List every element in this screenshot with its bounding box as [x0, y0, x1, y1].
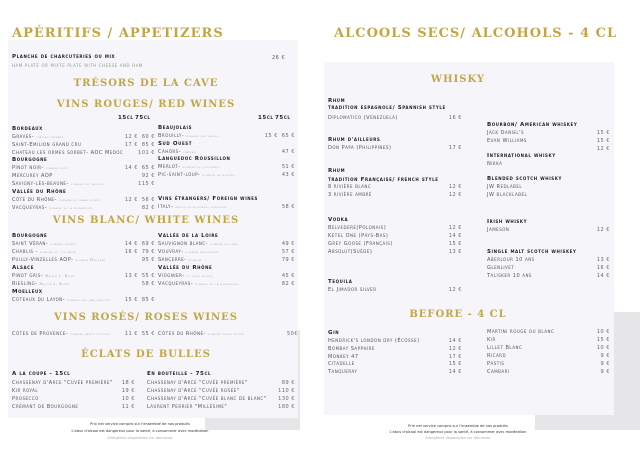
footnote: Allergènes disponibles sur demande — [425, 436, 491, 440]
planche-price: 26 € — [272, 55, 286, 61]
whisky-title: WHISKY — [430, 74, 486, 85]
section-heading: Languedoc Roussillon — [158, 156, 231, 162]
menu-item — [487, 184, 522, 191]
price: 16 € — [448, 115, 462, 121]
item-name: Hendrick's london dry (Écosse) — [328, 338, 420, 344]
section-heading: Rhum d'ailleurs — [328, 137, 381, 143]
item-name: Chateau les ormes sorbet- AOC Medoc — [12, 150, 124, 156]
item-producer: domaine de la monardière — [49, 206, 93, 210]
item-name: Pinot gris- — [12, 273, 44, 279]
price: 12 € — [596, 146, 610, 152]
item-name: Talisker 10 ans — [487, 273, 532, 279]
item-producer: Maison L. Beyer — [39, 282, 70, 286]
menu-item — [158, 273, 295, 280]
menu-item — [147, 404, 295, 411]
item-name: Cambari — [487, 369, 510, 375]
section-heading: Vallée de la Loire — [158, 233, 219, 239]
price: 17 € — [448, 354, 462, 360]
price-15cl: 12 € — [124, 134, 138, 140]
section-heading: International whisky — [487, 153, 556, 159]
menu-item — [158, 172, 295, 179]
item-name: Grey Goose (Français) — [328, 241, 393, 247]
item-name: Pic-saint-loup- — [158, 172, 201, 178]
alcohols-title: ALCOOLS SECS/ ALCOHOLS - 4 CL — [334, 26, 618, 41]
item-producer: domaine des sablonnettes — [67, 298, 111, 302]
item-producer: Maison L. Beyer — [45, 274, 75, 278]
menu-item — [12, 297, 155, 304]
menu-item — [328, 361, 462, 368]
menu-item — [158, 204, 295, 211]
price: 13 € — [448, 249, 462, 255]
menu-item — [158, 149, 295, 156]
section-heading: Alsace — [12, 265, 35, 271]
price: 47 € — [281, 149, 295, 155]
price: 19 € — [121, 388, 135, 394]
menu-item — [487, 227, 610, 234]
item-producer: château — [183, 150, 196, 154]
price-15cl: 14 € — [124, 165, 138, 171]
item-producer: domaine de jonquieres — [182, 165, 221, 169]
item-name: Glenlivet — [487, 265, 515, 271]
item-producer: domaine du colombier — [39, 250, 77, 254]
price: 180 € — [278, 404, 295, 410]
menu-item — [487, 257, 610, 264]
item-name: Jack Daniel's — [487, 130, 525, 136]
item-name: Don Papa (Philippines) — [328, 145, 392, 151]
item-name: Chassenay d'Arce "Cuvée blanc de blanc" — [147, 396, 267, 402]
menu-item — [328, 338, 462, 345]
price-15cl: 13 € — [124, 273, 138, 279]
item-name: Vouvray- — [158, 249, 184, 255]
item-name: Puilly-Vinzelles AOP- — [12, 257, 74, 263]
item-name: Absolut(Suède) — [328, 249, 373, 255]
price: 13 € — [596, 257, 610, 263]
section-heading: Vallée du Rhône — [12, 189, 67, 195]
menu-item — [328, 346, 462, 353]
menu-item — [12, 249, 155, 256]
section-heading: Irish whisky — [487, 219, 528, 225]
item-name: Coteaux du Layon- — [12, 297, 66, 303]
price: 110 € — [278, 388, 295, 394]
white-wines-title: VINS BLANC/ WHITE WINES — [52, 215, 240, 226]
price: 18 € — [121, 380, 135, 386]
menu-item — [328, 369, 462, 376]
menu-item — [12, 404, 135, 411]
menu-item — [487, 265, 610, 272]
price: 55 € — [141, 331, 155, 337]
menu-item — [328, 145, 462, 152]
price: 16 € — [596, 265, 610, 271]
price: 15 € — [596, 337, 610, 343]
price: 14 € — [448, 233, 462, 239]
menu-item — [12, 281, 155, 288]
item-name: El Jimador silver — [328, 287, 377, 293]
item-name: Bombay Sapphire — [328, 346, 375, 352]
menu-item — [328, 287, 462, 294]
item-name: Vacqueyras- — [12, 205, 48, 211]
price: 58 € — [281, 204, 295, 210]
item-name: Ketel One (Pays-Bas) — [328, 233, 389, 239]
item-name: Riesling- — [12, 281, 38, 287]
appetizers-title: APÉRITIFS / APPETIZERS — [12, 26, 224, 41]
section-heading: Sud Ouest — [158, 141, 193, 147]
col-header-15cl: 15cl — [258, 115, 274, 121]
menu-item — [487, 345, 610, 352]
menu-item — [328, 241, 462, 248]
item-name: Chassenay d'Arce "Cuvée première" — [147, 380, 248, 386]
menu-item — [487, 192, 527, 199]
section-heading: Tequila — [328, 279, 353, 285]
section-heading: Gin — [328, 330, 340, 336]
menu-item — [12, 134, 155, 141]
price: 95 € — [141, 257, 155, 263]
price: 82 € — [141, 205, 155, 211]
item-producer: domaine de la monardière — [195, 282, 239, 286]
section-heading: tradition espagnole/ Spannish style — [328, 105, 446, 111]
item-name: JW Redlabel — [487, 184, 523, 190]
menu-item — [12, 388, 135, 395]
menu-item — [12, 181, 155, 188]
item-producer: domaine de mortiès — [202, 173, 235, 177]
menu-item — [487, 369, 610, 376]
section-heading: Rhum — [328, 168, 346, 174]
price: 15 € — [448, 361, 462, 367]
item-name: Vacqueyras- — [158, 281, 194, 287]
red-wines-title: VINS ROUGES/ RED WINES — [56, 99, 236, 110]
section-heading: A la coupe - 15cl — [12, 371, 71, 377]
menu-item — [12, 241, 155, 248]
section-heading: Blended scotch whisky — [487, 176, 562, 182]
item-name: Monkey 47 — [328, 354, 359, 360]
section-heading: Bourgogne — [12, 157, 48, 163]
price: 12 € — [596, 227, 610, 233]
item-name: Jameson — [487, 227, 510, 233]
item-producer: domaine — [188, 258, 202, 262]
item-name: Crémant de Bourgogne — [12, 404, 79, 410]
price-15cl: 16 € — [124, 249, 138, 255]
price: 9 € — [600, 369, 610, 375]
price: 55 € — [141, 273, 155, 279]
section-heading: Vallée du Rhône — [158, 265, 213, 271]
price: 12 € — [448, 225, 462, 231]
price: 12 € — [448, 287, 462, 293]
price: 65 € — [141, 165, 155, 171]
item-name: Chassenay d'Arce "Cuvée première" — [12, 380, 113, 386]
col-header-75cl: 75cl — [275, 115, 291, 121]
menu-item — [147, 380, 295, 387]
price: 50€ — [286, 331, 298, 337]
section-heading: tradition Française/ french style — [328, 177, 439, 183]
menu-item — [12, 380, 135, 387]
item-name: Saint Véran- — [12, 241, 49, 247]
price: 85 € — [141, 142, 155, 148]
price: 15 € — [596, 138, 610, 144]
item-producer: le vieux moulin — [186, 274, 213, 278]
price: 12 € — [448, 346, 462, 352]
item-name: Chablis - — [12, 249, 38, 255]
menu-item — [12, 331, 155, 338]
menu-item — [158, 133, 295, 140]
section-heading: Vodka — [328, 217, 349, 223]
section-heading: Moelleux — [12, 289, 43, 295]
footnote: Allergènes disponibles sur demande — [107, 436, 173, 440]
menu-item — [328, 115, 462, 122]
menu-item — [487, 329, 610, 336]
item-name: Citadelle — [328, 361, 355, 367]
price: 130 € — [278, 396, 295, 402]
item-name: Laurent Perrier "Millésime" — [147, 404, 228, 410]
menu-item — [12, 173, 155, 180]
item-name: Pastis — [487, 361, 505, 367]
price-15cl: 15 € — [264, 133, 278, 139]
item-name: Viognier- — [158, 273, 185, 279]
item-name: Graves- — [12, 134, 35, 140]
item-name: Evan Williams — [487, 138, 527, 144]
item-name: Ricard — [487, 353, 507, 359]
price: 49 € — [281, 241, 295, 247]
col-header-75cl: 75cl — [135, 115, 151, 121]
menu-item — [12, 205, 155, 212]
menu-item — [158, 331, 298, 338]
section-heading: Single malt scotch whiskey — [487, 249, 577, 255]
item-name: 8 rivière blanc — [328, 184, 372, 190]
footnote: L'abus d'alcool est dangereux pour la santé, à consommer avec modération — [71, 429, 209, 433]
price: 56 € — [141, 197, 155, 203]
menu-item — [158, 249, 295, 256]
price: 92 € — [141, 173, 155, 179]
item-producer: domaine thibert — [50, 242, 77, 246]
planche-name: Planche de charcuteries ou mix — [12, 54, 116, 60]
menu-item — [487, 273, 610, 280]
item-name: Brouilly- — [158, 133, 185, 139]
section-heading: Bourgogne — [12, 233, 48, 239]
price: 12 € — [448, 184, 462, 190]
menu-item — [147, 388, 295, 395]
menu-item — [12, 396, 135, 403]
item-producer: domaine aubuisières — [185, 250, 220, 254]
item-producer: domaine roux — [45, 166, 69, 170]
left-menu-page — [8, 40, 298, 418]
price: 14 € — [448, 369, 462, 375]
price-15cl: 11 € — [124, 331, 138, 337]
price: 51 € — [281, 164, 295, 170]
price: 82 € — [281, 281, 295, 287]
item-name: Kir royal — [12, 388, 39, 394]
section-heading: Beaujolais — [158, 125, 193, 131]
menu-item — [147, 396, 295, 403]
section-heading: Bordeaux — [12, 126, 43, 132]
item-name: JW blacklabel — [487, 192, 528, 198]
price: 57 € — [281, 249, 295, 255]
menu-item — [12, 165, 155, 172]
item-name: 3 rivière ambré — [328, 192, 372, 198]
price: 14 € — [448, 338, 462, 344]
item-name: Savigny-lès-beaune- — [12, 181, 69, 187]
price: 9 € — [600, 353, 610, 359]
price: 85 € — [141, 297, 155, 303]
bubbles-title: ÉCLATS DE BULLES — [81, 349, 211, 360]
item-name: Lillet Blanc — [487, 345, 523, 351]
menu-item — [158, 241, 295, 248]
menu-item — [158, 281, 295, 288]
menu-item — [12, 150, 155, 157]
item-name: Cahors- — [158, 149, 182, 155]
item-producer: domaine de grand prieur — [58, 198, 101, 202]
menu-item — [12, 273, 155, 280]
item-name: Nikka — [487, 161, 503, 167]
item-producer: domaine des sables — [186, 134, 219, 138]
item-name: Côte du Rhône- — [12, 197, 57, 203]
before-title: BEFORE - 4 CL — [409, 309, 507, 320]
price: 10 € — [121, 396, 135, 402]
menu-item — [487, 361, 610, 368]
price: 89 € — [281, 380, 295, 386]
item-producer: valpolicella ripasso superiore — [175, 205, 227, 209]
price: 101 € — [138, 150, 155, 156]
planche-desc: ham plate or mixte plate with cheese and ham — [12, 63, 143, 69]
price: 15 € — [448, 241, 462, 247]
rose-wines-title: VINS ROSÉS/ ROSES WINES — [54, 312, 238, 323]
menu-item — [487, 161, 502, 168]
price: 43 € — [281, 172, 295, 178]
col-header-15cl: 15cl — [118, 115, 134, 121]
price: 79 € — [281, 257, 295, 263]
item-producer: domaine sainte victoire — [70, 332, 111, 336]
price-15cl: 17 € — [124, 142, 138, 148]
price: 15 € — [596, 130, 610, 136]
price-15cl: 14 € — [124, 241, 138, 247]
section-heading: Bourbon/ American whiskey — [487, 122, 578, 128]
menu-item — [328, 249, 462, 256]
item-name: Diplomatico (Venezuela) — [328, 115, 398, 121]
menu-item — [328, 233, 462, 240]
price-15cl: 12 € — [124, 197, 138, 203]
item-producer: château ferrand — [36, 135, 64, 139]
section-heading: Rhum — [328, 98, 346, 104]
item-name: Pinot noir- — [12, 165, 44, 171]
item-name: Italy- — [158, 204, 174, 210]
menu-item — [12, 257, 155, 264]
footnote: Prix net service compris sur l'ensemble de nos produits — [90, 422, 190, 426]
price: 10 € — [596, 329, 610, 335]
price: 17 € — [448, 145, 462, 151]
price: 14 € — [596, 273, 610, 279]
menu-item — [158, 164, 295, 171]
footnote: Prix net service compris sur l'ensemble de nos produits — [408, 424, 508, 428]
tresors-title: TRÉSORS DE LA CAVE — [73, 78, 219, 89]
item-producer: domaine delorme — [209, 242, 238, 246]
menu-item — [12, 197, 155, 204]
menu-item — [328, 184, 462, 191]
item-name: Saint-Emilion grand cru — [12, 142, 82, 148]
item-name: Merlot- — [158, 164, 181, 170]
section-heading: Vins étrangers/ Foreign wines — [158, 196, 259, 202]
menu-item — [328, 225, 462, 232]
menu-item — [487, 353, 610, 360]
item-name: Tanqueray — [328, 369, 358, 375]
item-name: Prosecco — [12, 396, 39, 402]
price: 115 € — [138, 181, 155, 187]
price-15cl: 15 € — [124, 297, 138, 303]
menu-item — [487, 130, 610, 137]
item-producer: domaine grand prieur — [207, 332, 245, 336]
item-name: Chassenay d'Arce "Cuvée rosée" — [147, 388, 240, 394]
menu-item — [158, 257, 295, 264]
item-name: Mercurey AOP — [12, 173, 53, 179]
footnote: L'abus d'alcool est dangereux pour la santé, à consommer avec modération — [389, 430, 527, 434]
price: 10 € — [596, 345, 610, 351]
menu-item — [328, 192, 462, 199]
price: 79 € — [141, 249, 155, 255]
item-name: Belvedere(Polonais) — [328, 225, 387, 231]
item-name: Côtes du Rhône- — [158, 331, 206, 337]
item-name: Sauvignon blanc- — [158, 241, 208, 247]
section-heading: En bouteille - 75cl — [147, 371, 212, 377]
menu-item — [328, 354, 462, 361]
item-name: Kir — [487, 337, 496, 343]
price: 69 € — [141, 241, 155, 247]
menu-item — [487, 138, 610, 145]
price: 65 € — [281, 133, 295, 139]
item-name: Sancerre- — [158, 257, 187, 263]
item-name: Côtes de Provence- — [12, 331, 69, 337]
price: 9 € — [600, 361, 610, 367]
price: 58 € — [141, 281, 155, 287]
price: 12 € — [448, 192, 462, 198]
price: 60 € — [141, 134, 155, 140]
price: 11 € — [121, 404, 135, 410]
item-producer: domaine Maillard — [75, 258, 106, 262]
menu-item — [12, 142, 155, 149]
item-name: Martini rouge ou blanc — [487, 329, 555, 335]
item-producer: domaine du pavillon — [70, 182, 105, 186]
item-name: Aberlour 10 ans — [487, 257, 535, 263]
menu-item — [487, 337, 610, 344]
price: 45 € — [281, 273, 295, 279]
